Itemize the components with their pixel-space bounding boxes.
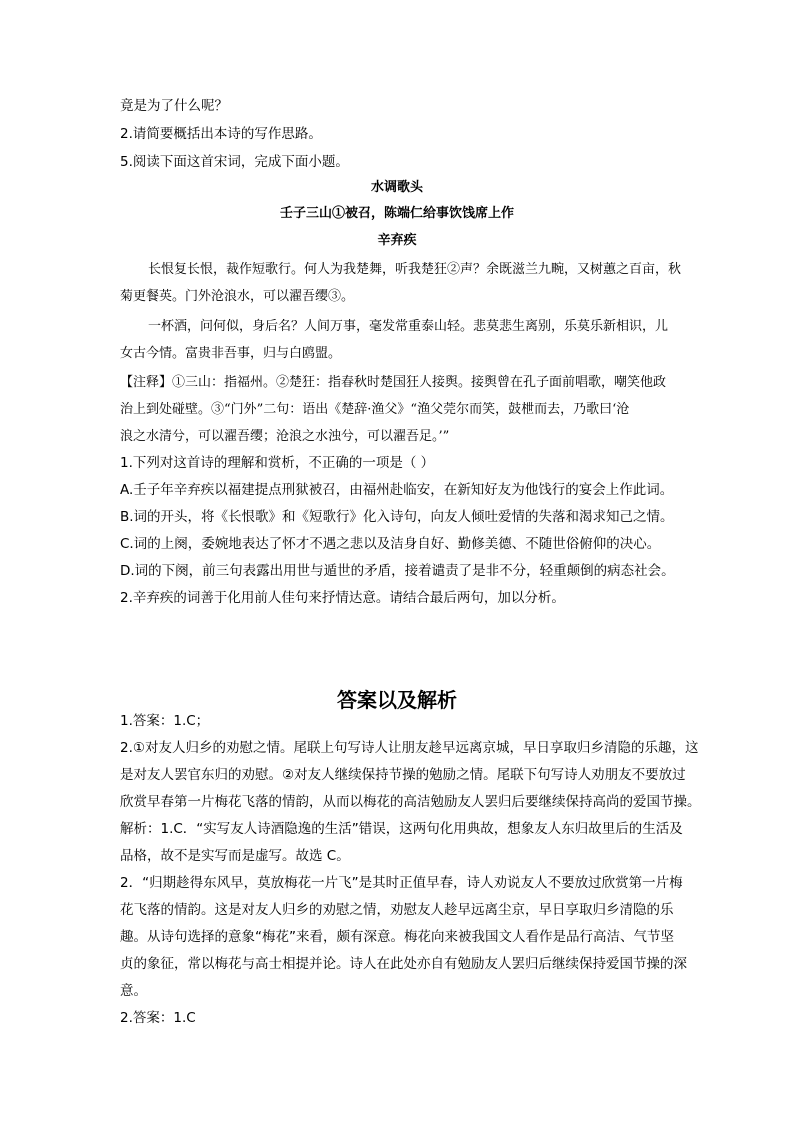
analysis-line: 意。 (120, 983, 147, 999)
answer-line: 1.答案：1.C； (120, 713, 210, 729)
poem-line: 一杯酒，问何似，身后名？人间万事，毫发常重泰山轻。悲莫悲生离别，乐莫乐新相识，儿 (148, 319, 669, 334)
poem-title: 水调歌头 (370, 180, 423, 195)
poem-line: 女古今情。富贵非吾事，归与白鸥盟。 (120, 346, 342, 361)
previous-question-tail: 竟是为了什么呢？ (120, 98, 228, 114)
note-line: 浪之水清兮，可以濯吾缨；沧浪之水浊兮，可以濯吾足。’” (120, 429, 450, 444)
poem-author: 辛弃疾 (377, 233, 417, 248)
option-d: D.词的下阕，前三句表露出用世与遁世的矛盾，接着谴责了是非不分，轻重颠倒的病态社会。 (120, 563, 675, 579)
poem-line: 菊更餐英。门外沧浪水，可以濯吾缨③。 (120, 289, 355, 304)
note-line: 治上到处碰壁。③“门外”二句：语出《楚辞·渔父》“渔父莞尔而笑，鼓枻而去，乃歌曰‘沧 (120, 402, 630, 417)
note-line: 【注释】①三山：指福州。②楚狂：指春秋时楚国狂人接舆。接舆曾在孔子面前唱歌，嘲笑他政 (120, 375, 667, 390)
poem-line: 长恨复长恨，裁作短歌行。何人为我楚舞，听我楚狂②声？余既滋兰九畹，又树蕙之百亩，秋 (148, 262, 682, 277)
question-2: 2.辛弃疾的词善于化用前人佳句来抒情达意。请结合最后两句，加以分析。 (120, 590, 565, 606)
analysis-line: 贞的象征，常以梅花与高士相提并论。诗人在此处亦自有勉励友人罢归后继续保持爱国节操的深 (120, 956, 687, 972)
analysis-line: 解析：1.C．“实写友人诗酒隐逸的生活”错误，这两句化用典故，想象友人东归故里后的生活及 (120, 821, 683, 837)
answer-line: 2.①对友人归乡的劝慰之情。尾联上句写诗人让朋友趁早远离京城，早日享取归乡清隐的乐趣，这 (120, 740, 699, 756)
answer-line: 欣赏早春第一片梅花飞落的情韵，从而以梅花的高洁勉励友人罢归后要继续保持高尚的爱国节操。 (120, 794, 701, 810)
answer-line: 是对友人罢官东归的劝慰。②对友人继续保持节操的勉励之情。尾联下句写诗人劝朋友不要放过 (120, 767, 686, 783)
question-1-stem: 1.下列对这首诗的理解和赏析，不正确的一项是（ ） (120, 455, 435, 471)
analysis-line: 花飞落的情韵。这是对友人归乡的劝慰之情，劝慰友人趁早远离尘京，早日享取归乡清隐的乐 (120, 902, 674, 918)
previous-question-2: 2.请简要概括出本诗的写作思路。 (120, 126, 322, 142)
answer-section-title: 答案以及解析 (337, 688, 457, 712)
option-b: B.词的开头，将《长恨歌》和《短歌行》化入诗句，向友人倾吐爱情的失落和渴求知己之情。 (120, 509, 674, 525)
analysis-line: 趣。从诗句选择的意象“梅花”来看，颇有深意。梅花向来被我国文人看作是品行高洁、气节坚 (120, 929, 674, 945)
option-a: A.壬子年辛弃疾以福建提点刑狱被召，由福州赴临安，在新知好友为他饯行的宴会上作此词。 (120, 482, 674, 498)
poem-subtitle: 壬子三山①被召，陈端仁给事饮饯席上作 (279, 206, 514, 221)
option-c: C.词的上阕，委婉地表达了怀才不遇之悲以及洁身自好、勤修美德、不随世俗俯仰的决心。 (120, 536, 661, 552)
answer-line: 2.答案：1.C (120, 1010, 196, 1026)
analysis-line: 2．“归期趁得东风早，莫放梅花一片飞”是其时正值早春，诗人劝说友人不要放过欣赏第一片梅 (120, 875, 683, 891)
analysis-line: 品格，故不是实写而是虚写。故选 C。 (120, 848, 350, 864)
question-5-intro: 5.阅读下面这首宋词，完成下面小题。 (120, 154, 349, 170)
